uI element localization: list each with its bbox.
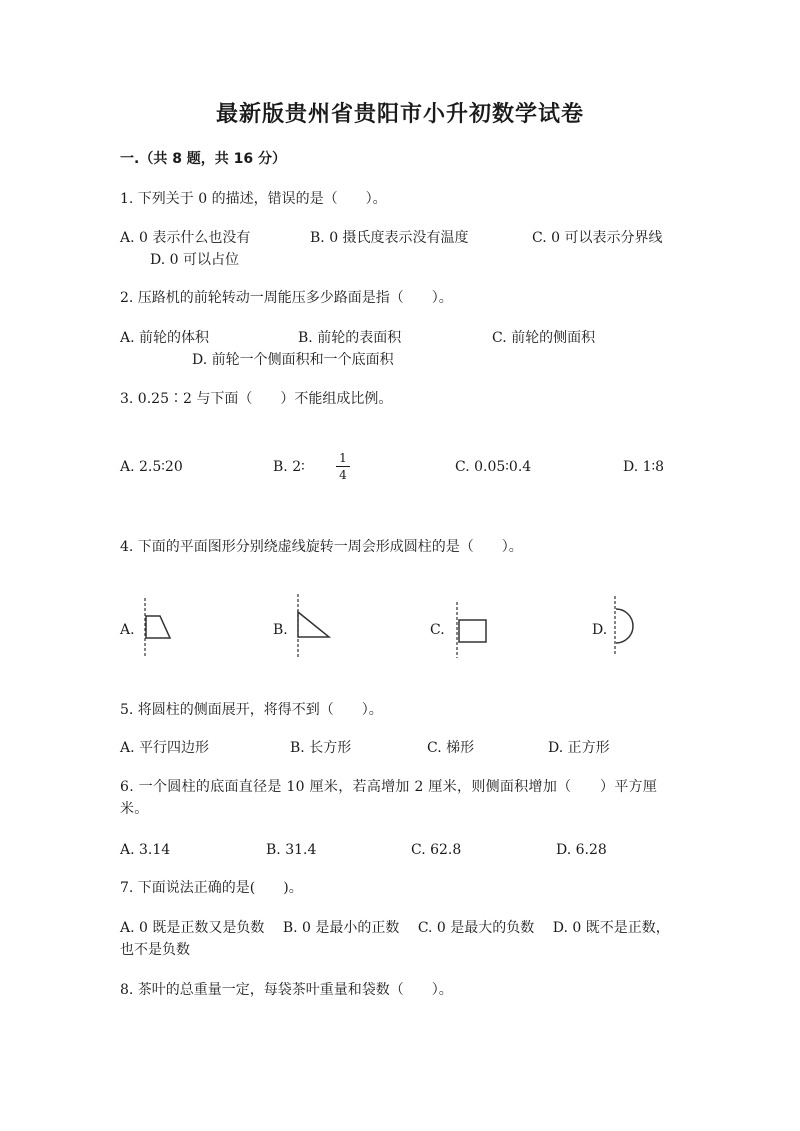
question-8-stem: 8. 茶叶的总重量一定，每袋茶叶重量和袋数（ ）。 xyxy=(120,982,453,998)
fraction-numerator: 1 xyxy=(339,451,347,465)
fraction-bar xyxy=(336,466,350,467)
question-2-option-d: D. 前轮一个侧面积和一个底面积 xyxy=(192,352,394,368)
shape-triangle-figure xyxy=(289,592,335,660)
shape-trapezoid-figure xyxy=(136,596,176,660)
page-title: 最新版贵州省贵阳市小升初数学试卷 xyxy=(215,102,584,127)
question-2-stem: 2. 压路机的前轮转动一周能压多少路面是指（ ）。 xyxy=(120,290,453,306)
question-2-option-b: B. 前轮的表面积 xyxy=(298,330,402,346)
question-2-option-c: C. 前轮的侧面积 xyxy=(492,330,596,346)
question-6-stem: 6. 一个圆柱的底面直径是 10 厘米，若高增加 2 厘米，则侧面积增加（ ）平方厘米。 xyxy=(120,779,658,817)
question-1-stem: 1. 下列关于 0 的描述，错误的是（ ）。 xyxy=(120,191,387,207)
rectangle-shape xyxy=(459,620,486,642)
question-5-option-a: A. 平行四边形 xyxy=(120,740,210,756)
question-5-option-c: C. 梯形 xyxy=(427,740,475,756)
question-4-option-c: C. xyxy=(430,622,445,638)
question-3-option-d: D. 1∶8 xyxy=(623,459,665,475)
shape-rectangle-figure xyxy=(451,600,491,660)
question-4-option-d: D. xyxy=(592,622,608,638)
fraction-denominator: 4 xyxy=(339,468,347,482)
question-4-stem: 4. 下面的平面图形分别绕虚线旋转一周会形成圆柱的是（ ）。 xyxy=(120,539,523,555)
question-5-stem: 5. 将圆柱的侧面展开，将得不到（ ）。 xyxy=(120,702,383,718)
question-7-options: A. 0 既是正数又是负数 B. 0 是最小的正数 C. 0 是最大的负数 D. 0 既不是正数，也不是负数 xyxy=(120,920,670,958)
question-1-option-c: C. 0 可以表示分界线 xyxy=(532,230,663,246)
question-6-option-d: D. 6.28 xyxy=(556,842,607,858)
question-1-option-d: D. 0 可以占位 xyxy=(150,252,239,268)
question-6-option-c: C. 62.8 xyxy=(411,842,462,858)
question-3-fraction xyxy=(336,451,350,482)
question-1-option-a: A. 0 表示什么也没有 xyxy=(120,230,251,246)
semicircle-shape xyxy=(616,609,633,643)
question-3-stem: 3. 0.25∶2 与下面（ ）不能组成比例。 xyxy=(120,391,393,407)
question-6-option-a: A. 3.14 xyxy=(120,842,171,858)
question-6-option-b: B. 31.4 xyxy=(266,842,317,858)
question-3-option-b: B. 2∶ xyxy=(273,459,305,475)
question-5-option-d: D. 正方形 xyxy=(548,740,610,756)
triangle-shape xyxy=(298,612,329,637)
question-2-option-a: A. 前轮的体积 xyxy=(120,330,210,346)
question-1-option-b: B. 0 摄氏度表示没有温度 xyxy=(310,230,469,246)
section-heading: 一.（共 8 题，共 16 分） xyxy=(120,151,287,167)
question-7-stem: 7. 下面说法正确的是( )。 xyxy=(120,880,303,896)
trapezoid-shape xyxy=(146,616,170,638)
question-3-option-c: C. 0.05∶0.4 xyxy=(455,459,532,475)
question-4-option-b: B. xyxy=(273,622,288,638)
question-3-option-a: A. 2.5∶20 xyxy=(120,459,183,475)
question-5-option-b: B. 长方形 xyxy=(290,740,352,756)
shape-semicircle-figure xyxy=(607,594,641,658)
question-4-option-a: A. xyxy=(120,622,135,638)
